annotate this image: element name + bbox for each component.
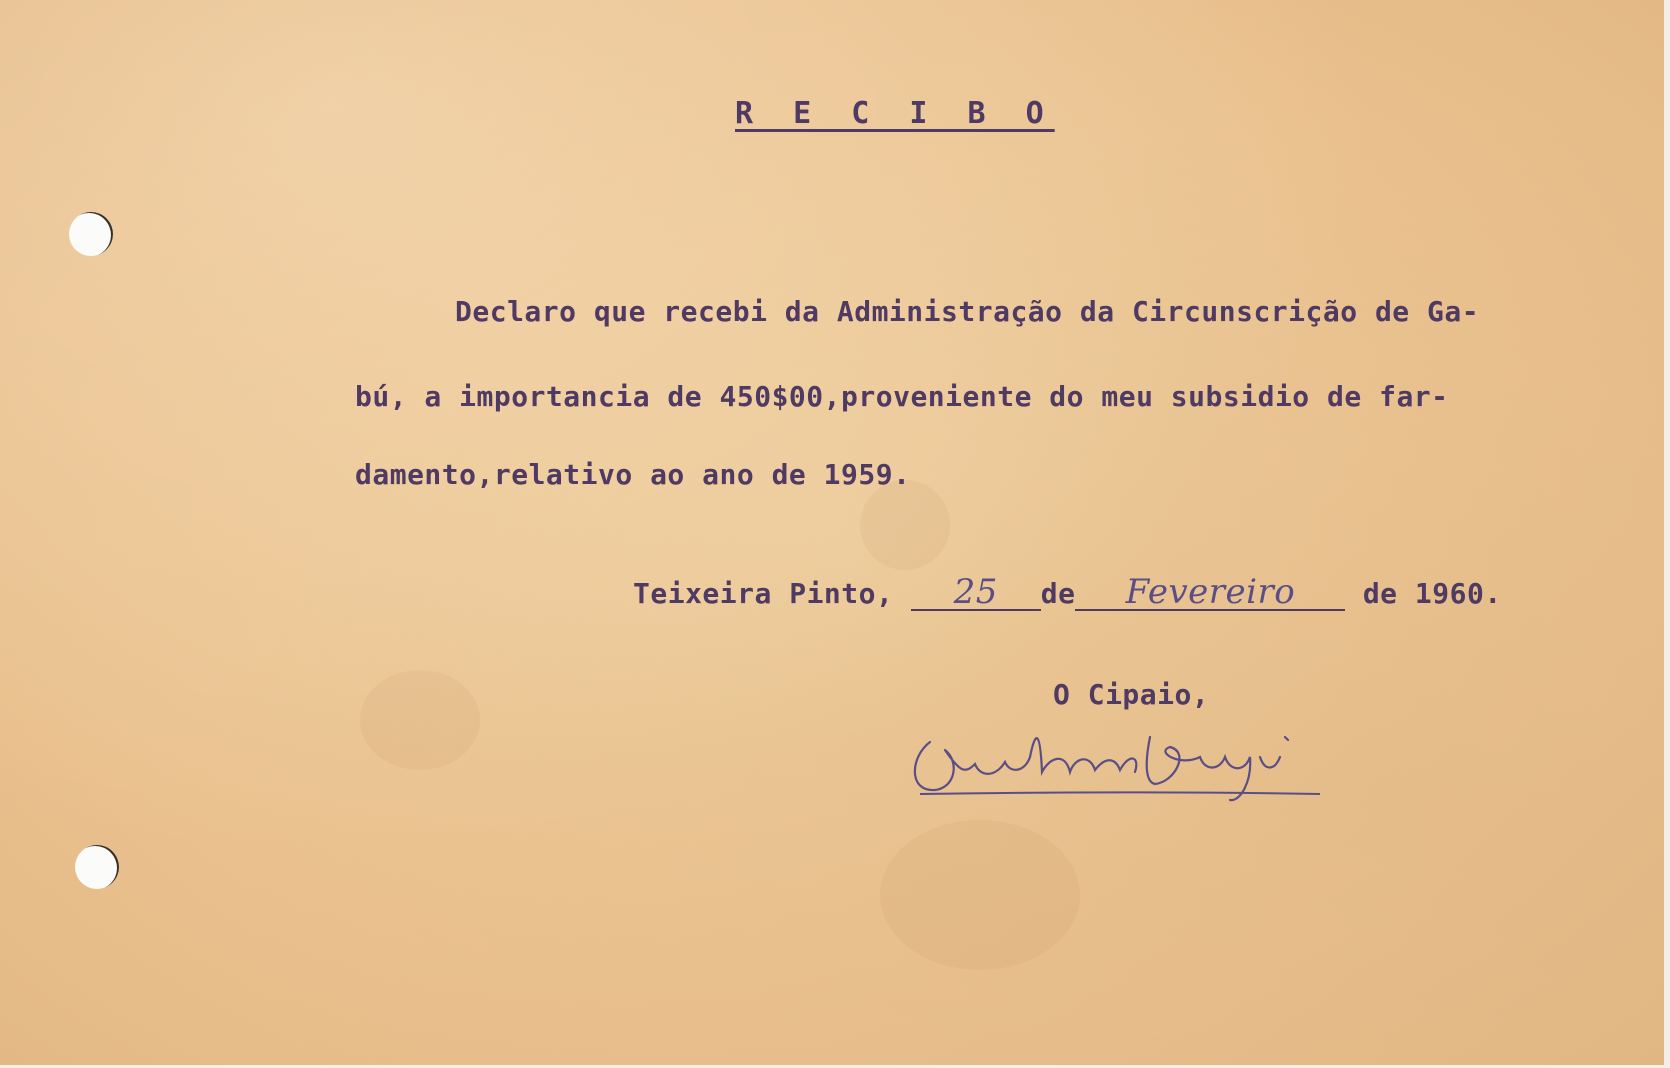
- year-text: de 1960.: [1362, 577, 1502, 610]
- paper-stain: [880, 820, 1080, 970]
- body-line-3: damento,relativo ao ano de 1959.: [355, 458, 911, 491]
- signature-stroke: [915, 737, 1288, 800]
- paper-stain: [860, 480, 950, 570]
- handwritten-month: Fevereiro: [1125, 572, 1296, 612]
- place-name: Teixeira Pinto,: [633, 577, 894, 610]
- body-line-2: bú, a importancia de 450$00,proveniente do meu subsidio de far-: [355, 380, 1449, 413]
- handwritten-day: 25: [953, 572, 998, 612]
- day-field: [911, 572, 1041, 612]
- document-title: R E C I B O: [735, 96, 1055, 131]
- body-line-1: Declaro que recebi da Administração da Circunscrição de Ga-: [455, 295, 1480, 328]
- signature-underline: [920, 793, 1320, 795]
- closing-title: O Cipaio,: [1053, 678, 1210, 711]
- date-connector: de: [1040, 577, 1076, 610]
- punch-hole-top: [69, 212, 113, 256]
- signature: [900, 712, 1400, 812]
- paper-edge: [1664, 0, 1670, 1068]
- punch-hole-bottom: [75, 845, 119, 889]
- paper-stain: [360, 670, 480, 770]
- date-line: [633, 572, 1502, 612]
- month-field: [1075, 572, 1345, 612]
